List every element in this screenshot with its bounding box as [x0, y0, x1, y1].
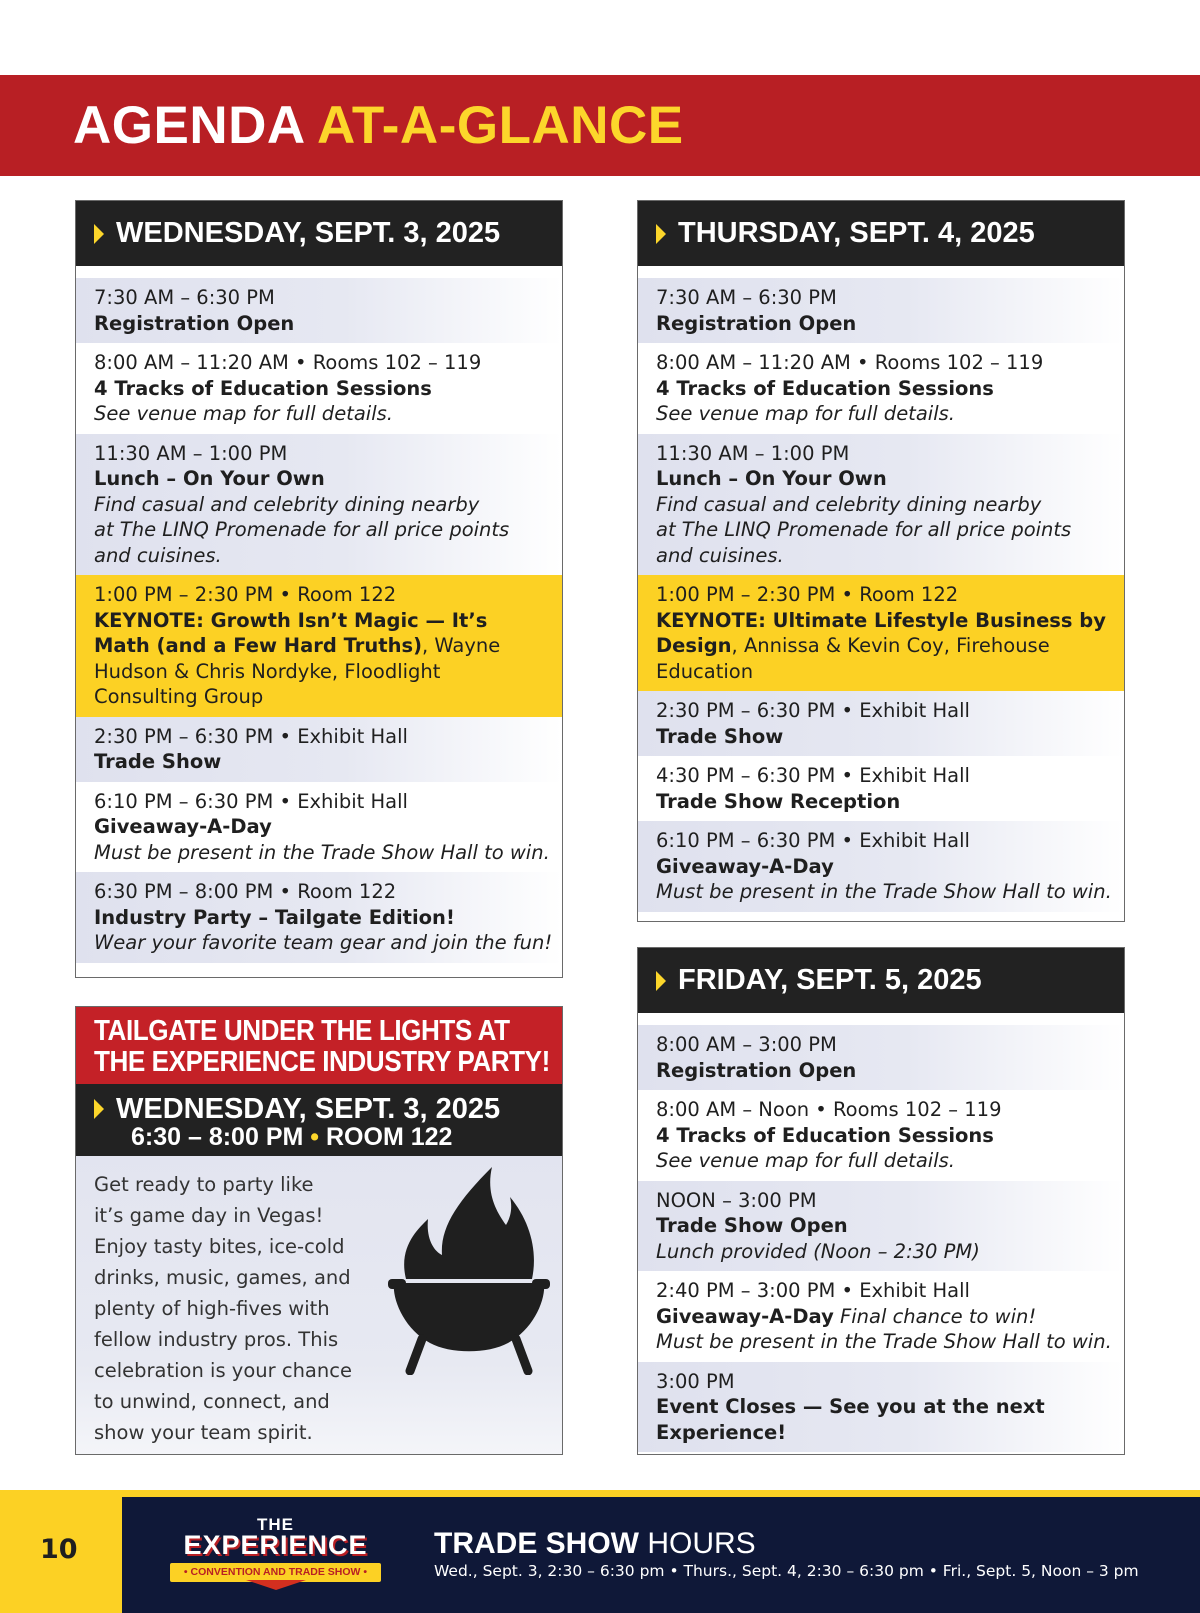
session-title: Registration Open	[656, 1058, 857, 1082]
session-item	[638, 1271, 1124, 1362]
tailgate-date-bar	[76, 1084, 562, 1156]
tailgate-promo	[75, 1006, 563, 1455]
triangle-icon	[656, 971, 666, 991]
session-item	[76, 872, 562, 963]
session-item	[638, 1025, 1124, 1090]
tailgate-line: it’s game day in Vegas!	[94, 1204, 324, 1227]
title-part-2: AT-A-GLANCE	[316, 96, 684, 155]
experience-logo	[158, 1516, 393, 1590]
grill-icon	[388, 1167, 550, 1375]
tailgate-line: celebration is your chance	[94, 1359, 352, 1382]
keynote-speakers: , Wayne Hudson & Chris Nordyke, Floodlight Consulting Group	[94, 634, 501, 708]
session-time: 11:30 AM – 1:00 PM	[94, 441, 288, 465]
day-heading: THURSDAY, SEPT. 4, 2025	[678, 217, 1035, 249]
day-header	[76, 201, 562, 266]
keynote-title: KEYNOTE: Ultimate Lifestyle Business by Design	[656, 608, 1106, 657]
session-title: Trade Show Open	[656, 1214, 848, 1237]
tailgate-description	[94, 1169, 354, 1448]
logo-ribbon: • CONVENTION AND TRADE SHOW •	[170, 1563, 381, 1582]
tailgate-room: ROOM 122	[326, 1123, 453, 1151]
tailgate-line: show your team spirit.	[94, 1421, 313, 1444]
tailgate-day: WEDNESDAY, SEPT. 3, 2025	[116, 1093, 501, 1125]
session-time: 6:10 PM – 6:30 PM • Exhibit Hall	[656, 829, 970, 852]
tailgate-day-row	[94, 1094, 562, 1124]
session-item	[638, 1181, 1124, 1272]
session-list	[638, 1013, 1124, 1452]
session-title: Giveaway-A-Day	[656, 1304, 834, 1328]
session-time: 2:40 PM – 3:00 PM • Exhibit Hall	[656, 1279, 970, 1302]
session-title: Industry Party – Tailgate Edition!	[94, 905, 455, 929]
session-detail: See venue map for full details.	[94, 402, 393, 425]
session-time: 8:00 AM – 11:20 AM • Rooms 102 – 119	[656, 351, 1044, 374]
session-title: 4 Tracks of Education Sessions	[656, 376, 994, 400]
session-detail: See venue map for full details.	[656, 1149, 955, 1172]
triangle-icon	[94, 1099, 104, 1119]
trade-show-hours-title	[434, 1527, 756, 1561]
session-time: 8:00 AM – Noon • Rooms 102 – 119	[656, 1098, 1002, 1121]
separator-dot: •	[310, 1123, 320, 1151]
session-detail: Must be present in the Trade Show Hall to win.	[94, 840, 550, 864]
session-title: 4 Tracks of Education Sessions	[656, 1123, 994, 1147]
agenda-banner	[0, 75, 1200, 176]
session-item	[76, 343, 562, 434]
page-number: 10	[40, 1534, 78, 1565]
keynote-item	[638, 575, 1124, 691]
day-heading: FRIDAY, SEPT. 5, 2025	[678, 964, 982, 996]
session-title: Trade Show	[94, 750, 222, 773]
session-time: 1:00 PM – 2:30 PM • Room 122	[656, 583, 959, 606]
session-time: NOON – 3:00 PM	[656, 1188, 817, 1212]
session-title: Trade Show	[656, 724, 784, 748]
trade-show-title-bold: TRADE SHOW	[434, 1527, 639, 1560]
session-detail: Must be present in the Trade Show Hall to win.	[656, 1330, 1112, 1353]
session-detail: Find casual and celebrity dining nearby	[656, 492, 1042, 516]
session-item	[76, 782, 562, 873]
session-title: Event Closes — See you at the next Experience!	[656, 1395, 1045, 1444]
session-item	[638, 434, 1124, 576]
keynote-text	[656, 608, 1106, 685]
session-detail: Wear your favorite team gear and join the fun!	[94, 931, 553, 954]
session-detail: See venue map for full details.	[656, 402, 955, 425]
day-card-wednesday	[75, 200, 563, 978]
session-title: Giveaway-A-Day	[656, 854, 834, 878]
session-title-suffix: Final chance to win!	[833, 1304, 1037, 1328]
session-detail: and cuisines.	[94, 543, 222, 567]
day-card-thursday	[637, 200, 1125, 922]
triangle-icon	[656, 224, 666, 244]
logo-text-top: THE	[257, 1515, 294, 1534]
session-title: Giveaway-A-Day	[94, 815, 272, 838]
session-item	[638, 1090, 1124, 1181]
session-list	[638, 266, 1124, 912]
tailgate-headline-line: THE EXPERIENCE INDUSTRY PARTY!	[94, 1046, 550, 1078]
session-time: 1:00 PM – 2:30 PM • Room 122	[94, 583, 397, 606]
flame-icon	[246, 1580, 306, 1590]
session-time: 6:10 PM – 6:30 PM • Exhibit Hall	[94, 789, 408, 813]
title-part-1: AGENDA	[73, 96, 304, 155]
page-title	[73, 95, 684, 156]
session-item	[76, 717, 562, 782]
session-time: 7:30 AM – 6:30 PM	[94, 286, 275, 309]
tailgate-headline-line: TAILGATE UNDER THE LIGHTS AT	[94, 1015, 510, 1047]
tailgate-line: fellow industry pros. This	[94, 1328, 339, 1351]
session-title: Registration Open	[656, 311, 857, 335]
session-title: Trade Show Reception	[656, 789, 901, 813]
keynote-title: KEYNOTE: Growth Isn’t Magic — It’s Math (and a Few Hard Truths)	[94, 608, 488, 657]
session-list	[76, 266, 562, 963]
session-time: 6:30 PM – 8:00 PM • Room 122	[94, 880, 397, 903]
session-time: 8:00 AM – 11:20 AM • Rooms 102 – 119	[94, 351, 482, 374]
logo-text-main: EXPERIENCE	[183, 1530, 368, 1560]
session-time: 2:30 PM – 6:30 PM • Exhibit Hall	[94, 724, 408, 748]
tailgate-time-room	[94, 1124, 562, 1151]
session-detail: Lunch provided (Noon – 2:30 PM)	[656, 1239, 980, 1263]
session-item	[638, 278, 1124, 343]
day-card-friday	[637, 947, 1125, 1455]
keynote-speakers: , Annissa & Kevin Coy, Firehouse Education	[656, 634, 1050, 683]
session-time: 8:00 AM – 3:00 PM	[656, 1033, 837, 1056]
trade-show-hours: Wed., Sept. 3, 2:30 – 6:30 pm • Thurs., Sept. 4, 2:30 – 6:30 pm • Fri., Sept. 5, Noon – 3 pm	[434, 1562, 1139, 1580]
tailgate-line: drinks, music, games, and	[94, 1266, 351, 1289]
tailgate-line: Get ready to party like	[94, 1173, 314, 1196]
session-title: 4 Tracks of Education Sessions	[94, 376, 432, 400]
session-detail: and cuisines.	[656, 543, 784, 567]
session-time: 3:00 PM	[656, 1369, 735, 1393]
session-title: Registration Open	[94, 311, 295, 335]
session-detail: at The LINQ Promenade for all price points	[656, 518, 1072, 541]
session-title: Lunch – On Your Own	[94, 467, 325, 490]
session-time: 2:30 PM – 6:30 PM • Exhibit Hall	[656, 699, 970, 722]
tailgate-time: 6:30 – 8:00 PM	[131, 1123, 304, 1151]
triangle-icon	[94, 224, 104, 244]
keynote-item	[76, 575, 562, 717]
session-item	[76, 278, 562, 343]
session-title-line	[656, 1304, 1106, 1330]
session-item	[638, 821, 1124, 912]
session-item	[638, 691, 1124, 756]
session-item	[638, 756, 1124, 821]
keynote-text	[94, 608, 544, 710]
trade-show-title-light: HOURS	[639, 1527, 756, 1560]
tailgate-line: to unwind, connect, and	[94, 1390, 330, 1413]
session-time: 7:30 AM – 6:30 PM	[656, 286, 837, 309]
session-item	[638, 1362, 1124, 1453]
session-title: Lunch – On Your Own	[656, 467, 887, 490]
day-header	[638, 201, 1124, 266]
session-detail: Find casual and celebrity dining nearby	[94, 492, 480, 516]
session-detail: at The LINQ Promenade for all price points	[94, 518, 510, 541]
session-time: 11:30 AM – 1:00 PM	[656, 441, 850, 465]
session-item	[638, 343, 1124, 434]
tailgate-headline	[76, 1007, 562, 1084]
session-detail: Must be present in the Trade Show Hall to win.	[656, 880, 1112, 903]
day-heading: WEDNESDAY, SEPT. 3, 2025	[116, 217, 501, 249]
tailgate-line: Enjoy tasty bites, ice-cold	[94, 1235, 345, 1258]
tailgate-line: plenty of high-fives with	[94, 1297, 330, 1320]
session-time: 4:30 PM – 6:30 PM • Exhibit Hall	[656, 764, 970, 787]
day-header	[638, 948, 1124, 1013]
session-item	[76, 434, 562, 576]
